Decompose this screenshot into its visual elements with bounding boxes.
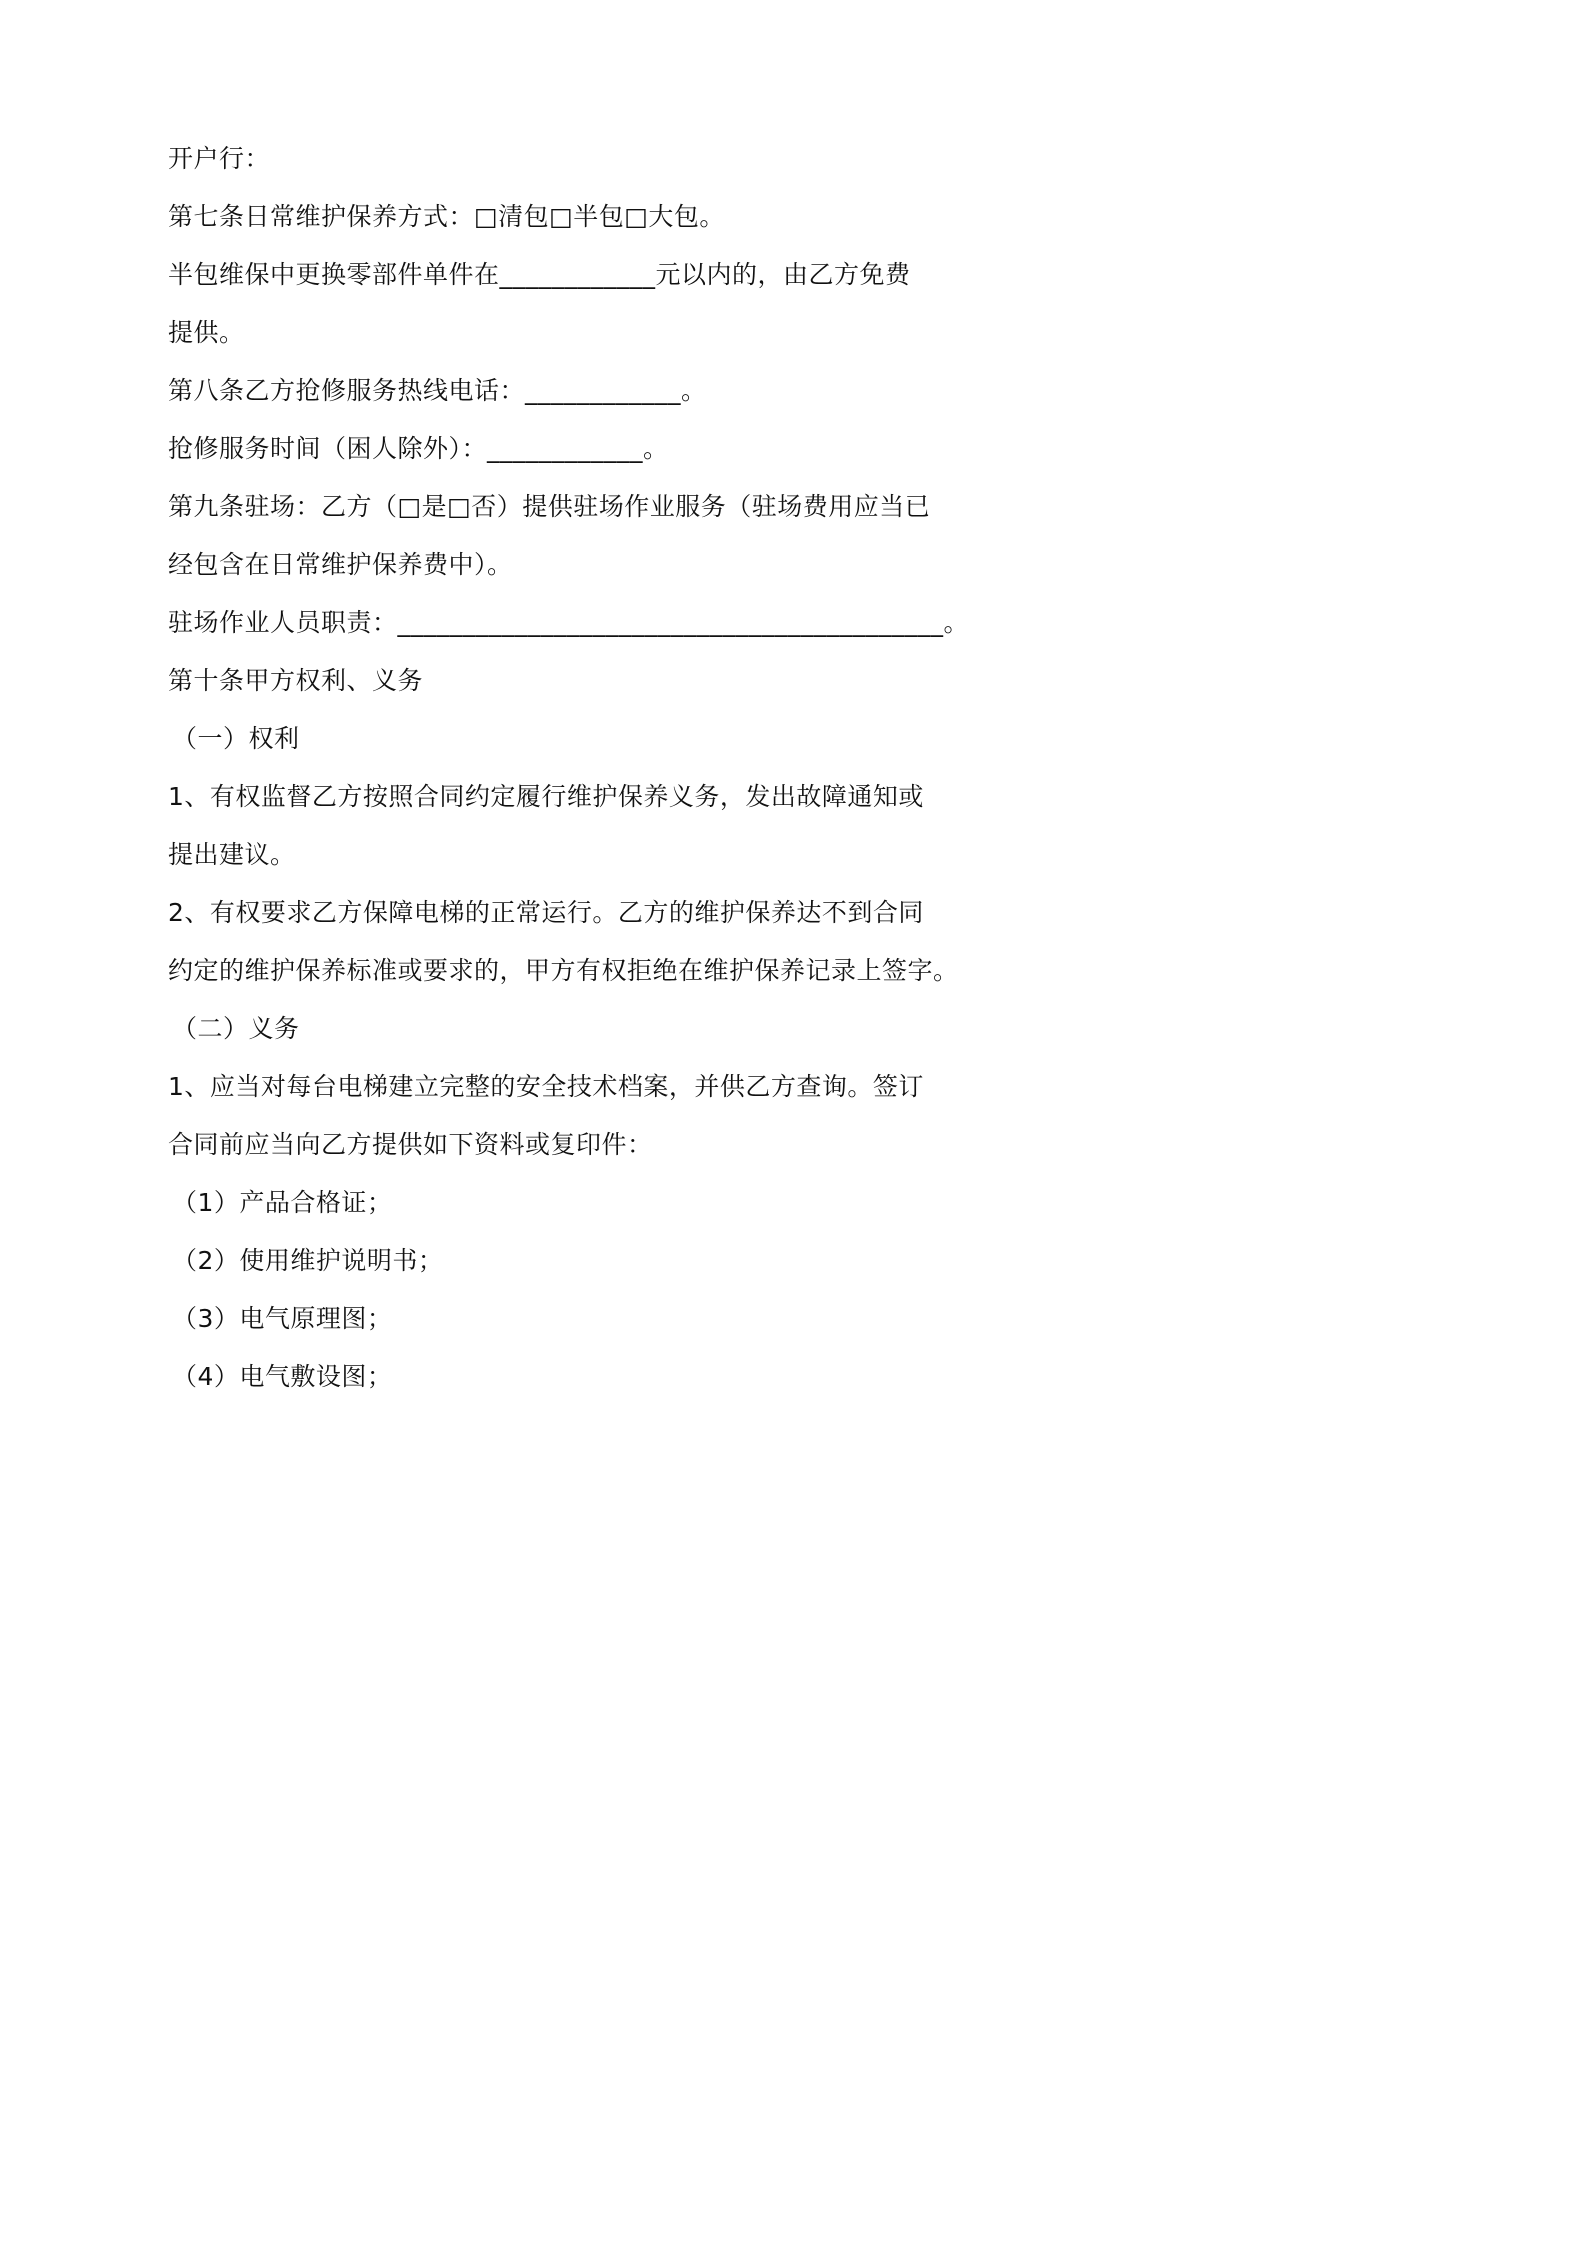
bank-line: 开户行： xyxy=(168,144,271,173)
half-package-parts-clause: 半包维保中更换零部件单件在____________元以内的，由乙方免费 xyxy=(168,260,911,289)
document-item-1: （1）产品合格证； xyxy=(172,1188,393,1217)
document-item-3: （3）电气原理图； xyxy=(172,1304,393,1333)
onsite-staff-duties: 驻场作业人员职责：__________________________________________。 xyxy=(168,608,970,637)
right-2-cont: 约定的维护保养标准或要求的，甲方有权拒绝在维护保养记录上签字。 xyxy=(168,956,959,985)
document-item-4: （4）电气敷设图； xyxy=(172,1362,393,1391)
right-1: 1、有权监督乙方按照合同约定履行维护保养义务，发出故障通知或 xyxy=(168,782,924,811)
repair-service-time: 抢修服务时间（困人除外）：____________。 xyxy=(168,434,669,463)
obligation-1: 1、应当对每台电梯建立完整的安全技术档案，并供乙方查询。签订 xyxy=(168,1072,924,1101)
article-7-maintenance-mode: 第七条日常维护保养方式：□清包□半包□大包。 xyxy=(168,202,725,231)
article-9-onsite: 第九条驻场：乙方（□是□否）提供驻场作业服务（驻场费用应当已 xyxy=(168,492,931,521)
article-8-hotline: 第八条乙方抢修服务热线电话：____________。 xyxy=(168,376,707,405)
document-page xyxy=(0,0,1100,1556)
article-10-heading: 第十条甲方权利、义务 xyxy=(168,666,424,695)
right-1-cont: 提出建议。 xyxy=(168,840,296,869)
article-9-onsite-cont: 经包含在日常维护保养费中）。 xyxy=(168,550,513,579)
obligation-1-cont: 合同前应当向乙方提供如下资料或复印件： xyxy=(168,1130,653,1159)
right-2: 2、有权要求乙方保障电梯的正常运行。乙方的维护保养达不到合同 xyxy=(168,898,924,927)
section-rights-heading: （一）权利 xyxy=(172,724,300,753)
document-item-2: （2）使用维护说明书； xyxy=(172,1246,444,1275)
half-package-parts-clause-cont: 提供。 xyxy=(168,318,245,347)
section-obligations-heading: （二）义务 xyxy=(172,1014,300,1043)
